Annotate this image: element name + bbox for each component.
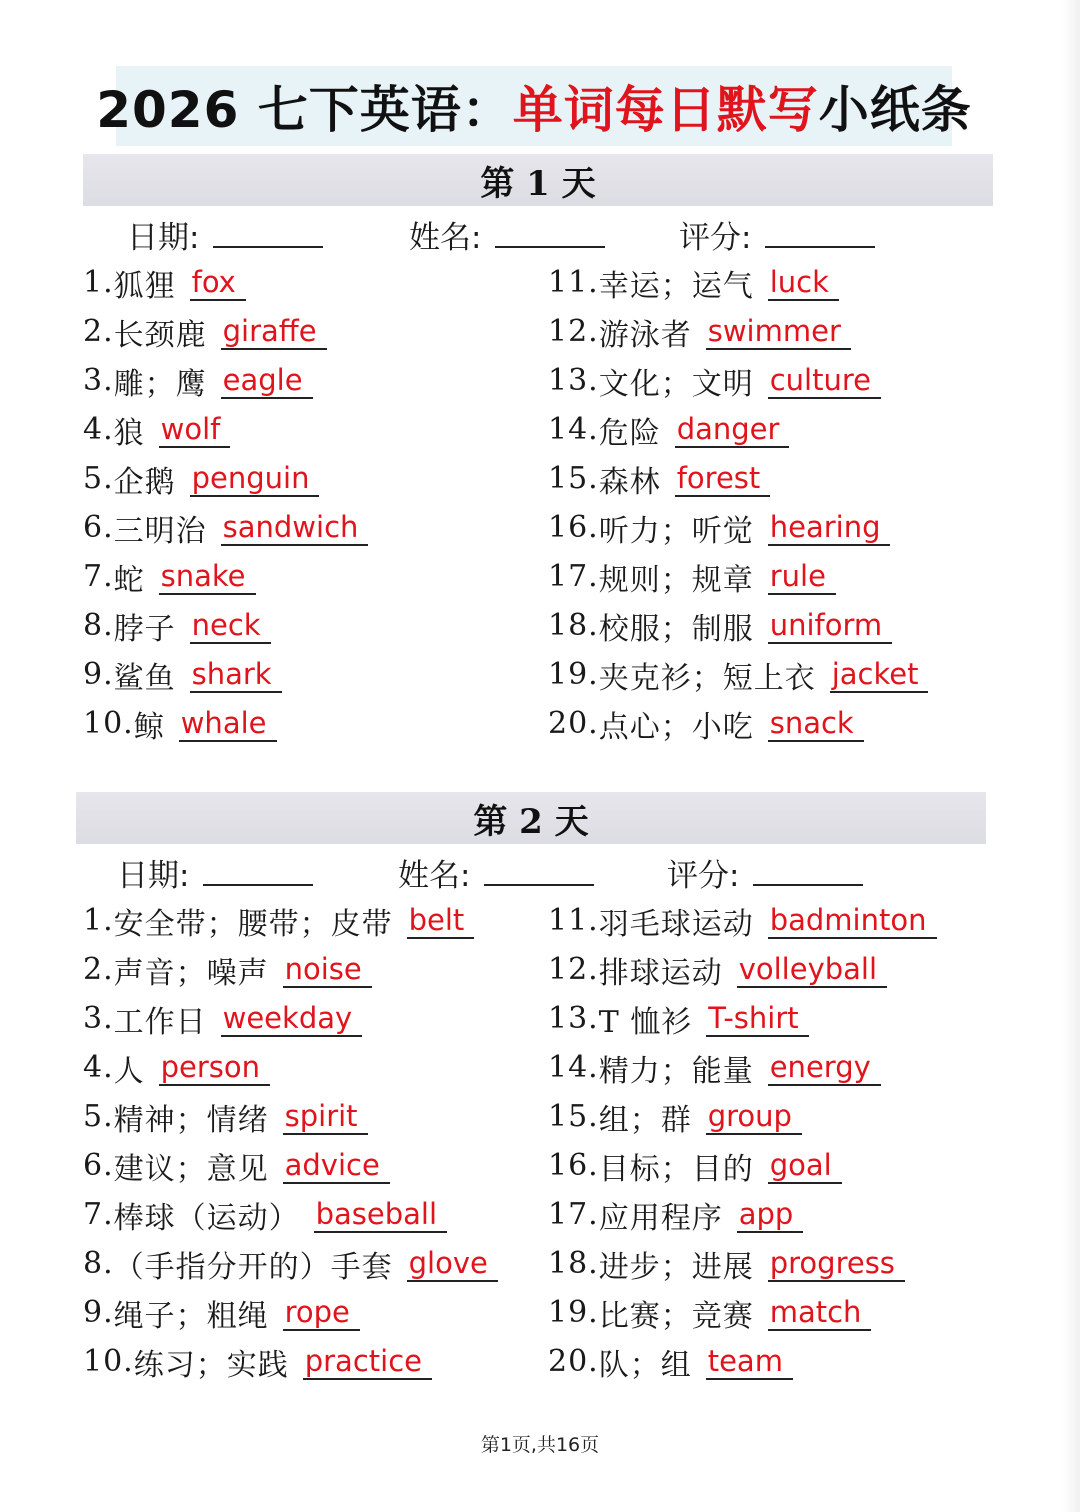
chinese-meaning: 企鹅 — [113, 464, 176, 500]
chinese-meaning: 夹克衫；短上衣 — [598, 660, 816, 696]
item-number: 7. — [83, 559, 114, 594]
answer-word: shark — [190, 657, 282, 693]
item-number: 4. — [83, 412, 114, 447]
name-label: 姓名: — [398, 858, 471, 894]
list-item — [83, 994, 362, 1043]
day-1-score-field — [679, 212, 875, 257]
list-item — [83, 1288, 360, 1337]
item-number: 6. — [83, 510, 114, 545]
chinese-meaning: 鲸 — [133, 709, 165, 745]
day-2-name-field — [398, 850, 594, 895]
list-item — [83, 1239, 498, 1288]
chinese-meaning: 文化；文明 — [598, 366, 754, 402]
chinese-meaning: 安全带；腰带；皮带 — [113, 906, 393, 942]
answer-word: belt — [407, 903, 475, 939]
chinese-meaning: 森林 — [598, 464, 661, 500]
item-number: 7. — [83, 1197, 114, 1232]
day-1-meta-row — [83, 206, 993, 258]
date-label: 日期: — [117, 858, 190, 894]
item-number: 17. — [548, 1197, 599, 1232]
name-label: 姓名: — [409, 220, 482, 256]
list-item — [548, 405, 789, 454]
chinese-meaning: 应用程序 — [598, 1200, 723, 1236]
chinese-meaning: 狐狸 — [113, 268, 176, 304]
chinese-meaning: 脖子 — [113, 611, 176, 647]
chinese-meaning: 建议；意见 — [113, 1151, 269, 1187]
item-number: 16. — [548, 1148, 599, 1183]
chinese-meaning: 校服；制服 — [598, 611, 754, 647]
day-2-date-field — [117, 850, 313, 895]
list-item — [548, 1190, 803, 1239]
chinese-meaning: 点心；小吃 — [598, 709, 754, 745]
answer-word: penguin — [190, 461, 320, 497]
list-item — [548, 945, 887, 994]
list-item — [83, 405, 230, 454]
list-item — [83, 601, 271, 650]
date-blank-line — [203, 854, 313, 886]
answer-word: snack — [768, 706, 864, 742]
chinese-meaning: 雕；鹰 — [113, 366, 207, 402]
item-number: 11. — [548, 903, 599, 938]
chinese-meaning: 排球运动 — [598, 955, 723, 991]
answer-word: uniform — [768, 608, 892, 644]
item-number: 16. — [548, 510, 599, 545]
chinese-meaning: 鲨鱼 — [113, 660, 176, 696]
list-item — [548, 258, 839, 307]
answer-word: sandwich — [221, 510, 369, 546]
day-2-heading: 第 2 天 — [76, 792, 986, 844]
item-number: 8. — [83, 608, 114, 643]
list-item — [83, 307, 327, 356]
list-item — [83, 1092, 368, 1141]
list-item — [548, 1337, 793, 1386]
list-item — [83, 356, 313, 405]
chinese-meaning: 规则；规章 — [598, 562, 754, 598]
chinese-meaning: 狼 — [113, 415, 145, 451]
answer-word: advice — [283, 1148, 390, 1184]
page-edge-shadow — [1062, 0, 1080, 1512]
list-item — [548, 1288, 871, 1337]
answer-word: neck — [190, 608, 271, 644]
item-number: 2. — [83, 314, 114, 349]
chinese-meaning: T 恤衫 — [598, 1004, 693, 1040]
day-2-section — [76, 792, 986, 1383]
item-number: 5. — [83, 461, 114, 496]
list-item — [548, 454, 770, 503]
item-number: 19. — [548, 657, 599, 692]
chinese-meaning: 精神；情绪 — [113, 1102, 269, 1138]
chinese-meaning: 目标；目的 — [598, 1151, 754, 1187]
list-item — [548, 994, 809, 1043]
item-number: 11. — [548, 265, 599, 300]
list-item — [548, 601, 892, 650]
chinese-meaning: 绳子；粗绳 — [113, 1298, 269, 1334]
item-number: 3. — [83, 1001, 114, 1036]
list-item — [548, 1239, 905, 1288]
chinese-meaning: 练习；实践 — [133, 1347, 289, 1383]
answer-word: T-shirt — [706, 1001, 808, 1037]
score-label: 评分: — [679, 220, 752, 256]
item-number: 6. — [83, 1148, 114, 1183]
answer-word: rule — [768, 559, 836, 595]
answer-word: practice — [303, 1344, 432, 1380]
item-number: 9. — [83, 657, 114, 692]
score-label: 评分: — [667, 858, 740, 894]
answer-word: culture — [768, 363, 881, 399]
item-number: 4. — [83, 1050, 114, 1085]
list-item — [83, 1141, 390, 1190]
chinese-meaning: 人 — [113, 1053, 145, 1089]
page-number-footer: 第1页,共16页 — [480, 1434, 600, 1456]
item-number: 1. — [83, 903, 114, 938]
answer-word: swimmer — [706, 314, 851, 350]
list-item — [548, 699, 864, 748]
answer-word: fox — [190, 265, 246, 301]
item-number: 9. — [83, 1295, 114, 1330]
item-number: 18. — [548, 608, 599, 643]
answer-word: snake — [159, 559, 256, 595]
answer-word: eagle — [221, 363, 313, 399]
item-number: 13. — [548, 1001, 599, 1036]
item-number: 5. — [83, 1099, 114, 1134]
item-number: 12. — [548, 314, 599, 349]
list-item — [548, 307, 851, 356]
answer-word: whale — [179, 706, 277, 742]
list-item — [548, 552, 836, 601]
answer-word: team — [706, 1344, 793, 1380]
answer-word: forest — [675, 461, 771, 497]
chinese-meaning: 组；群 — [598, 1102, 692, 1138]
title-suffix: 小纸条 — [818, 81, 972, 139]
list-item — [83, 896, 474, 945]
page-title — [96, 66, 972, 146]
chinese-meaning: 蛇 — [113, 562, 145, 598]
chinese-meaning: 工作日 — [113, 1004, 207, 1040]
chinese-meaning: 比赛；竞赛 — [598, 1298, 754, 1334]
list-item — [83, 454, 319, 503]
answer-word: rope — [283, 1295, 360, 1331]
list-item — [83, 1337, 432, 1386]
answer-word: spirit — [283, 1099, 368, 1135]
chinese-meaning: （手指分开的）手套 — [113, 1249, 393, 1285]
chinese-meaning: 声音；噪声 — [113, 955, 269, 991]
answer-word: giraffe — [221, 314, 327, 350]
item-number: 20. — [548, 706, 599, 741]
answer-word: volleyball — [737, 952, 887, 988]
answer-word: danger — [675, 412, 790, 448]
score-blank-line — [765, 216, 875, 248]
answer-word: app — [737, 1197, 804, 1233]
title-prefix: 2026 七下英语： — [96, 81, 513, 139]
list-item — [548, 1092, 802, 1141]
name-blank-line — [484, 854, 594, 886]
answer-word: noise — [283, 952, 372, 988]
chinese-meaning: 精力；能量 — [598, 1053, 754, 1089]
chinese-meaning: 三明治 — [113, 513, 207, 549]
answer-word: group — [706, 1099, 802, 1135]
date-blank-line — [213, 216, 323, 248]
name-blank-line — [495, 216, 605, 248]
item-number: 14. — [548, 1050, 599, 1085]
list-item — [83, 650, 282, 699]
answer-word: luck — [768, 265, 839, 301]
chinese-meaning: 听力；听觉 — [598, 513, 754, 549]
list-item — [83, 945, 372, 994]
chinese-meaning: 进步；进展 — [598, 1249, 754, 1285]
date-label: 日期: — [127, 220, 200, 256]
chinese-meaning: 幸运；运气 — [598, 268, 754, 304]
item-number: 14. — [548, 412, 599, 447]
list-item — [83, 552, 256, 601]
answer-word: jacket — [830, 657, 929, 693]
item-number: 17. — [548, 559, 599, 594]
answer-word: badminton — [768, 903, 937, 939]
item-number: 10. — [83, 706, 134, 741]
answer-word: baseball — [314, 1197, 447, 1233]
item-number: 15. — [548, 461, 599, 496]
day-1-heading: 第 1 天 — [83, 154, 993, 206]
list-item — [548, 356, 881, 405]
day-2-score-field — [667, 850, 863, 895]
list-item — [548, 896, 937, 945]
chinese-meaning: 游泳者 — [598, 317, 692, 353]
list-item — [548, 503, 890, 552]
answer-word: glove — [407, 1246, 498, 1282]
list-item — [83, 1043, 270, 1092]
item-number: 1. — [83, 265, 114, 300]
answer-word: progress — [768, 1246, 905, 1282]
chinese-meaning: 危险 — [598, 415, 661, 451]
day-1-section — [83, 154, 993, 745]
item-number: 8. — [83, 1246, 114, 1281]
answer-word: person — [159, 1050, 270, 1086]
item-number: 20. — [548, 1344, 599, 1379]
title-highlight: 单词每日默写 — [512, 81, 819, 139]
item-number: 19. — [548, 1295, 599, 1330]
answer-word: match — [768, 1295, 872, 1331]
chinese-meaning: 队；组 — [598, 1347, 692, 1383]
answer-word: energy — [768, 1050, 881, 1086]
chinese-meaning: 棒球（运动） — [113, 1200, 300, 1236]
item-number: 18. — [548, 1246, 599, 1281]
list-item — [548, 650, 928, 699]
item-number: 2. — [83, 952, 114, 987]
score-blank-line — [753, 854, 863, 886]
answer-word: goal — [768, 1148, 842, 1184]
item-number: 15. — [548, 1099, 599, 1134]
item-number: 3. — [83, 363, 114, 398]
chinese-meaning: 羽毛球运动 — [598, 906, 754, 942]
list-item — [548, 1043, 881, 1092]
answer-word: weekday — [221, 1001, 363, 1037]
day-1-name-field — [409, 212, 605, 257]
chinese-meaning: 长颈鹿 — [113, 317, 207, 353]
item-number: 12. — [548, 952, 599, 987]
list-item — [83, 1190, 447, 1239]
list-item — [548, 1141, 842, 1190]
answer-word: hearing — [768, 510, 891, 546]
day-2-meta-row — [76, 844, 986, 896]
day-1-date-field — [127, 212, 323, 257]
list-item — [83, 503, 368, 552]
item-number: 13. — [548, 363, 599, 398]
answer-word: wolf — [159, 412, 231, 448]
list-item — [83, 699, 277, 748]
item-number: 10. — [83, 1344, 134, 1379]
list-item — [83, 258, 246, 307]
